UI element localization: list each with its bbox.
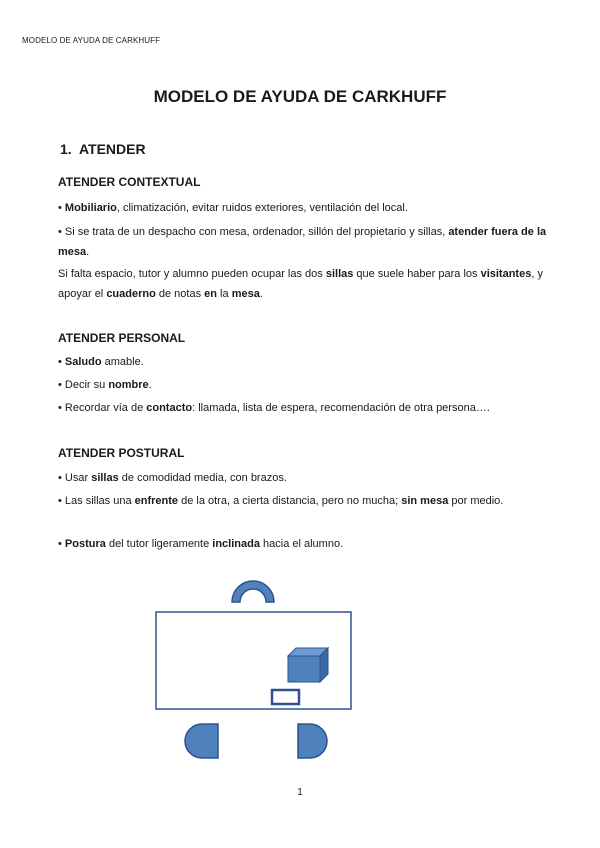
visitor-chair-right	[298, 724, 327, 758]
notebook-shape	[272, 690, 299, 704]
computer-cube-shape	[288, 648, 328, 682]
paragraph-contextual-2: • Si se trata de un despacho con mesa, ordenador, sillón del propietario y sillas, atender fuera de la mesa.	[58, 226, 547, 258]
paragraph-postural-2: • Las sillas una enfrente de la otra, a cierta distancia, pero no mucha; sin mesa por medio.	[58, 495, 504, 507]
armchair-shape	[232, 581, 274, 602]
subheading-contextual: ATENDER CONTEXTUAL	[58, 175, 201, 189]
page-number: 1	[297, 787, 303, 798]
paragraph-personal-2: • Decir su nombre.	[58, 379, 152, 391]
section-title: ATENDER	[78, 141, 146, 157]
document-title: MODELO DE AYUDA DE CARKHUFF	[153, 87, 447, 106]
page-header: MODELO DE AYUDA DE CARKHUFF	[22, 36, 161, 45]
paragraph-personal-3: • Recordar vía de contacto: llamada, lista de espera, recomendación de otra persona….	[58, 402, 490, 414]
visitor-chair-left	[185, 724, 218, 758]
paragraph-contextual-1: • Mobiliario, climatización, evitar ruidos exteriores, ventilación del local.	[58, 202, 408, 214]
paragraph-contextual-3: Si falta espacio, tutor y alumno pueden ocupar las dos sillas que suele haber para los visitantes, y apoyar el cuaderno de notas en la mesa.	[58, 268, 543, 300]
paragraph-personal-1: • Saludo amable.	[58, 356, 144, 368]
section-number: 1.	[60, 141, 72, 157]
paragraph-postural-3: • Postura del tutor ligeramente inclinada hacia el alumno.	[58, 538, 344, 550]
subheading-postural: ATENDER POSTURAL	[58, 446, 185, 460]
paragraph-postural-1: • Usar sillas de comodidad media, con brazos.	[58, 472, 287, 484]
subheading-personal: ATENDER PERSONAL	[58, 331, 186, 345]
